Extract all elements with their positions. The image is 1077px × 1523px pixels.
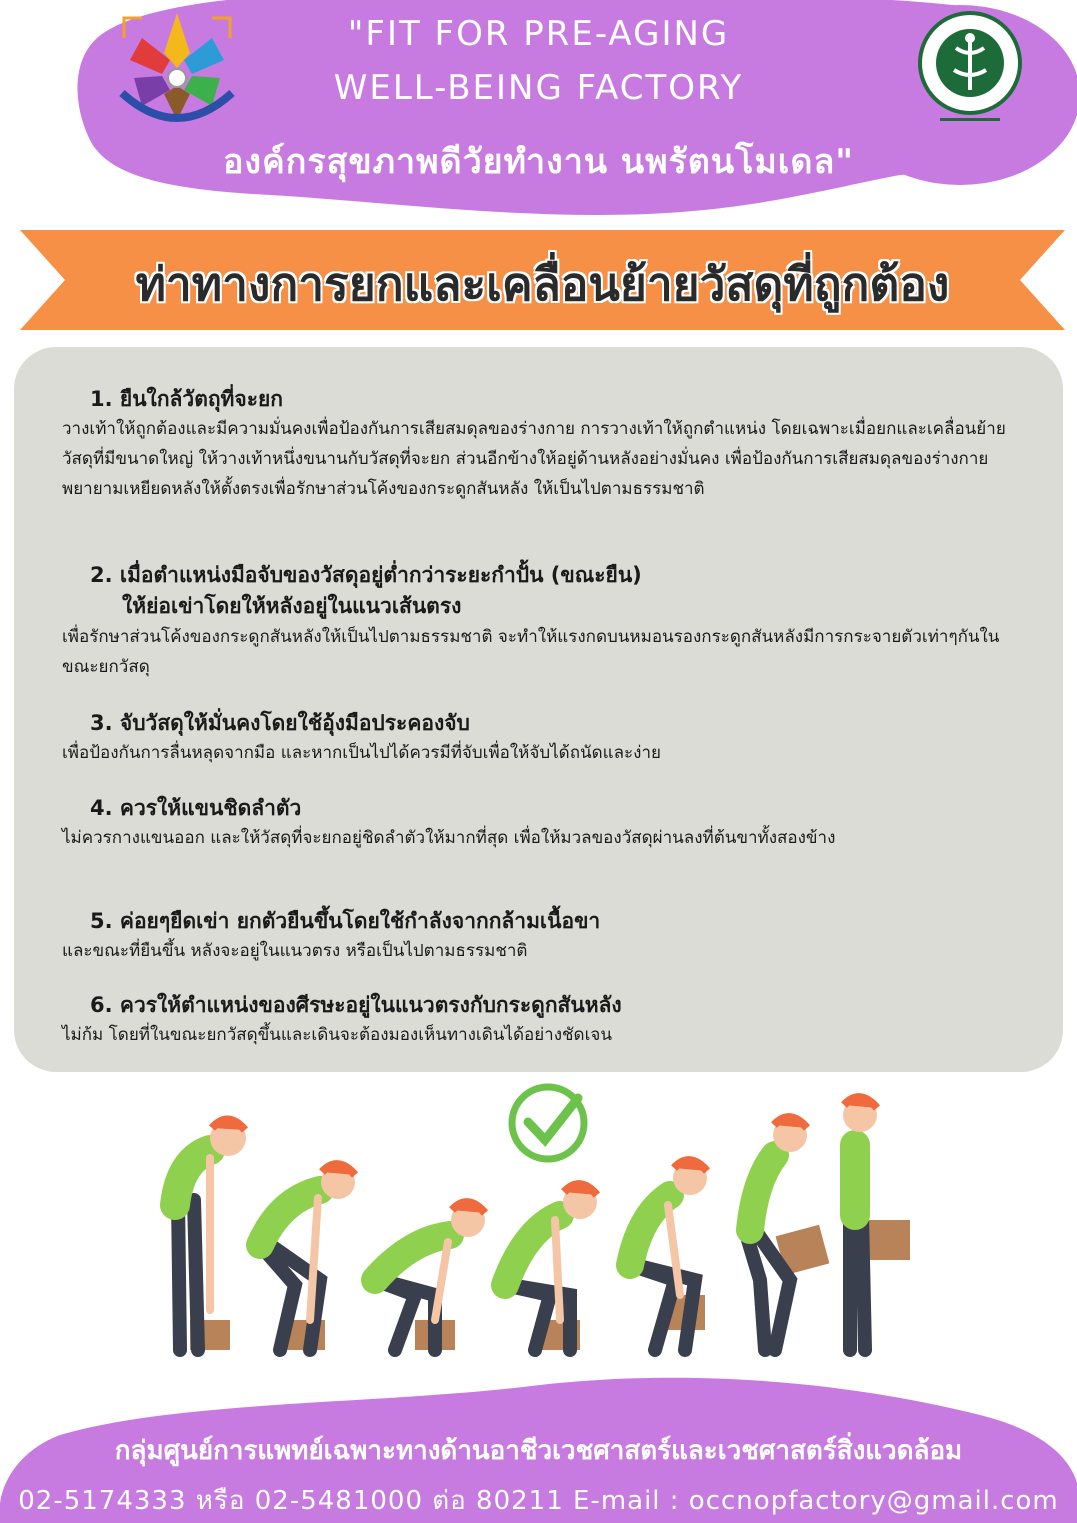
- figure-rising-icon: [745, 1117, 829, 1350]
- instruction-item-4: [62, 793, 1022, 853]
- instruction-body: ไม่ก้ม โดยที่ในขณะยกวัสดุขึ้นและเดินจะต้องมองเห็นทางเดินได้อย่างชัดเจน: [62, 1025, 612, 1045]
- figure-standing-carry-icon: [843, 1097, 910, 1350]
- figure-squat-3-icon: [375, 1202, 485, 1350]
- header-title-line-2: WELL-BEING FACTORY: [333, 68, 744, 108]
- instruction-body: เพื่อรักษาส่วนโค้งของกระดูกสันหลังให้เป็นไปตามธรรมชาติ จะทำให้แรงกดบนหมอนรองกระดูกสันหลังมีการกระจายตัวเท่าๆกันในขณะยกวัสดุ: [62, 627, 1000, 677]
- instruction-body: ไม่ควรกางแขนออก และให้วัสดุที่จะยกอยู่ชิดลำตัวให้มากที่สุด เพื่อให้มวลของวัสดุผ่านลงที่ต้นขาทั้งสองข้าง: [62, 828, 836, 848]
- lifting-sequence-illustration: [150, 1080, 920, 1365]
- instruction-item-6: [62, 990, 1022, 1050]
- header-title-line-1: "FIT FOR PRE-AGING: [347, 14, 730, 54]
- header-title-line-3: องค์กรสุขภาพดีวัยทำงาน นพรัตนโมเดล": [222, 142, 855, 182]
- instruction-item-2: [62, 560, 1022, 682]
- instruction-heading-continued: ให้ย่อเข่าโดยให้หลังอยู่ในแนวเส้นตรง: [122, 594, 462, 618]
- instruction-heading: 3. จับวัสดุให้มั่นคงโดยใช้อุ้งมือประคองจับ: [90, 711, 470, 735]
- instruction-item-5: [62, 906, 1022, 966]
- checkmark-icon: [512, 1087, 584, 1159]
- instruction-heading: 2. เมื่อตำแหน่งมือจับของวัสดุอยู่ต่ำกว่าระยะกำปั้น (ขณะยืน): [90, 563, 642, 587]
- instruction-heading: 5. ค่อยๆยืดเข่า ยกตัวยืนขึ้นโดยใช้กำลังจากกล้ามเนื้อขา: [90, 909, 601, 933]
- figure-squat-4-icon: [505, 1184, 597, 1350]
- footer-contact: 02-5174333 หรือ 02-5481000 ต่อ 80211 E-mail : occnopfactory@gmail.com: [18, 1486, 1059, 1516]
- figure-squat-2-icon: [260, 1164, 355, 1350]
- figure-wrong-bend-icon: [175, 1119, 246, 1350]
- instruction-heading: 6. ควรให้ตำแหน่งของศีรษะอยู่ในแนวตรงกับกระดูกสันหลัง: [90, 993, 622, 1017]
- instruction-body: และขณะที่ยืนขึ้น หลังจะอยู่ในแนวตรง หรือเป็นไปตามธรรมชาติ: [62, 941, 528, 961]
- instruction-heading: 1. ยืนใกล้วัตถุที่จะยก: [90, 387, 283, 411]
- footer-organization: กลุ่มศูนย์การแพทย์เฉพาะทางด้านอาชีวเวชศาสตร์และเวชศาสตร์สิ่งแวดล้อม: [114, 1436, 963, 1466]
- figure-squat-5-icon: [630, 1160, 707, 1350]
- instruction-item-3: [62, 708, 1022, 768]
- instruction-heading: 4. ควรให้แขนชิดลำตัว: [90, 796, 302, 820]
- page-title: ท่าทางการยกและเคลื่อนย้ายวัสดุที่ถูกต้อง: [135, 257, 950, 311]
- instruction-item-1: [62, 384, 1022, 504]
- instruction-body: เพื่อป้องกันการลื่นหลุดจากมือ และหากเป็นไปได้ควรมีที่จับเพื่อให้จับได้ถนัดและง่าย: [62, 743, 661, 763]
- instruction-body: วางเท้าให้ถูกต้องและมีความมั่นคงเพื่อป้องกันการเสียสมดุลของร่างกาย การวางเท้าให้ถูกตำแหน่ง โดยเฉพาะเมื่อยกและเคลื่อนย้ายวัสดุที่มีขนาดใหญ่ ให้วางเท้าหนึ่งขนานกับวัสดุที่จะยก ส่วนอีกข้างให้อยู่ด้านหลังอย่างมั่นคง เพื่อป้องกันการเสียสมดุลของร่างกาย พยายามเหยียดหลังให้ตั้งตรงเพื่อรักษาส่วนโค้งของกระดูกสันหลัง ให้เป็นไปตามธรรมชาติ: [62, 419, 1006, 499]
